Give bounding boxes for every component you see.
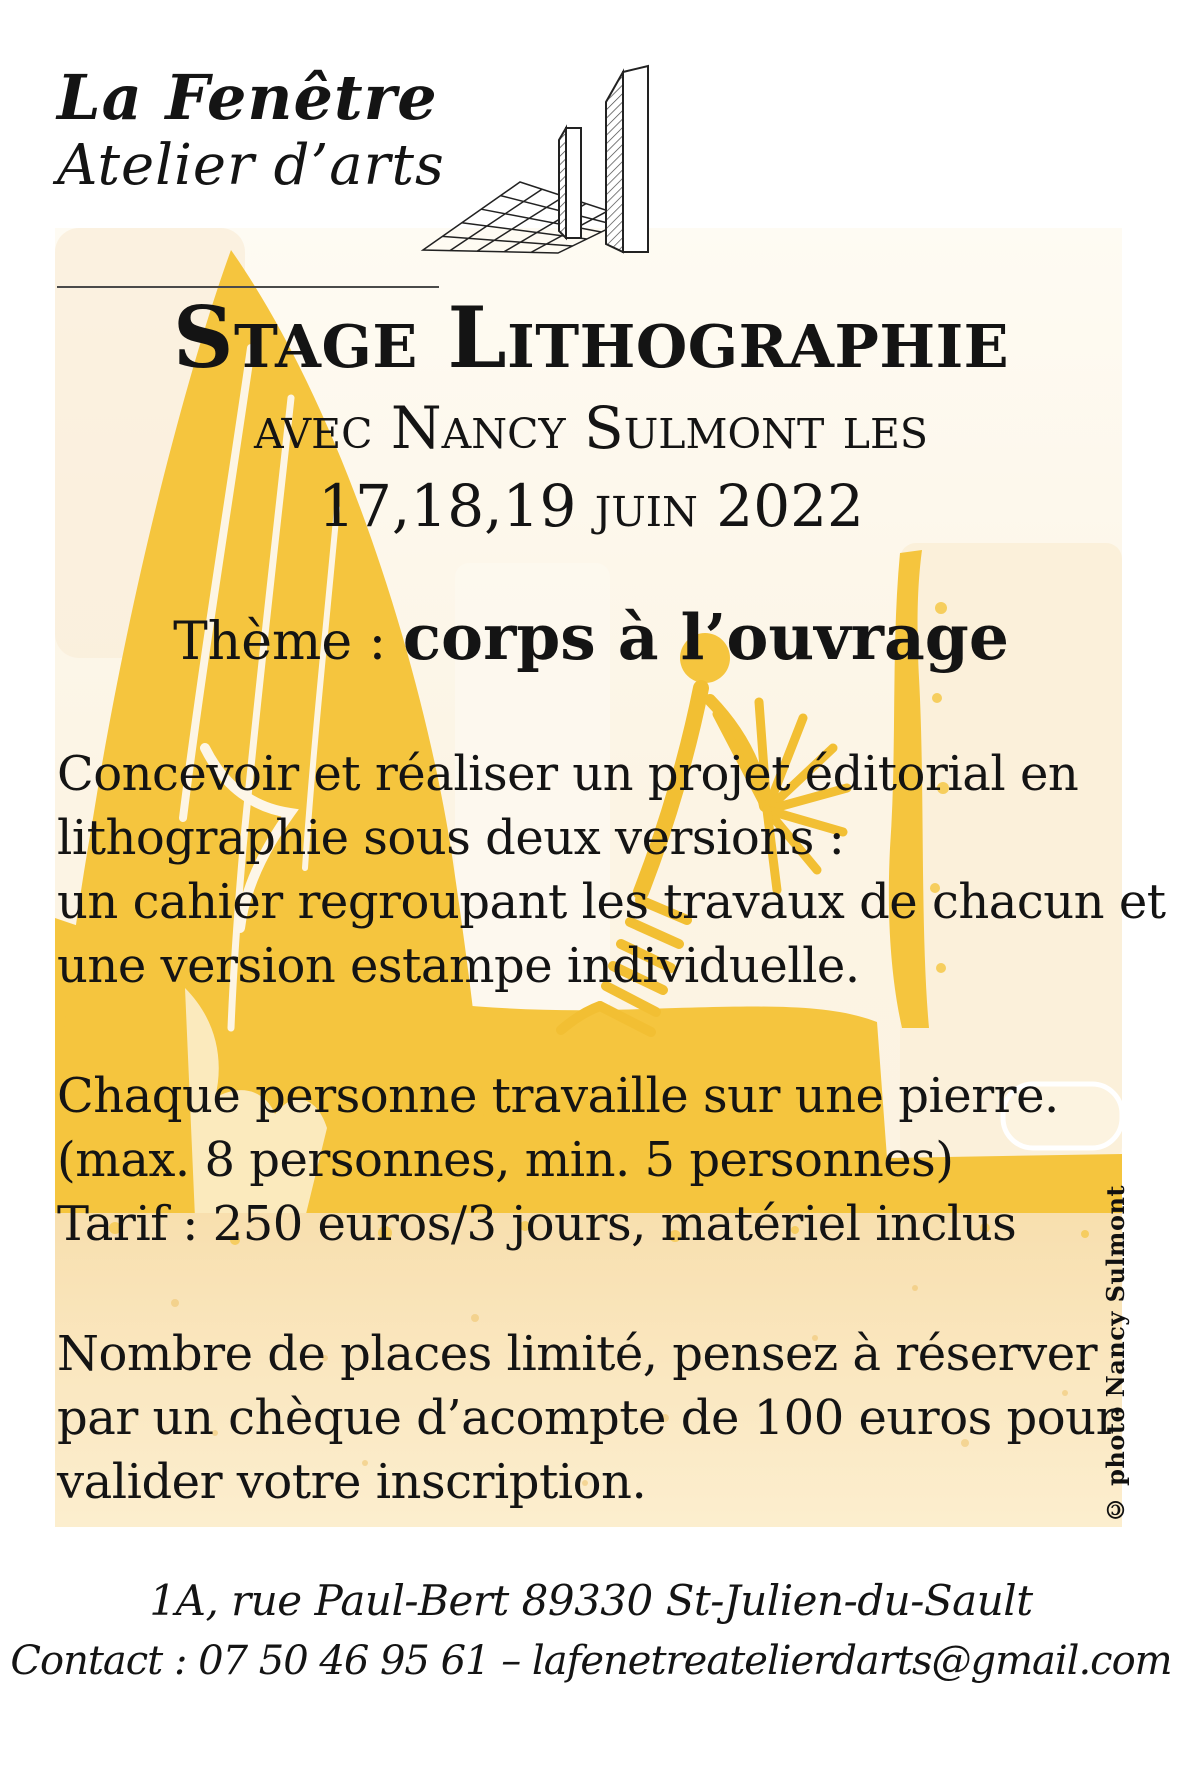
windows-logo-graphic <box>418 60 682 258</box>
theme-line <box>0 600 1182 674</box>
page-title: Stage Lithographie <box>172 288 1010 387</box>
body-text-line: Tarif : 250 euros/3 jours, matériel inclus <box>57 1196 1017 1252</box>
body-text-line: Chaque personne travaille sur une pierre. <box>57 1068 1059 1124</box>
body-text-line: (max. 8 personnes, min. 5 personnes) <box>57 1132 954 1188</box>
slabs <box>559 66 648 252</box>
photo-credit: © photo Nancy Sulmont <box>1101 1184 1130 1524</box>
body-text-line: Nombre de places limité, pensez à réserver <box>57 1326 1098 1382</box>
logo <box>57 61 445 199</box>
body-text-line: Concevoir et réaliser un projet éditorial en <box>57 746 1079 802</box>
body-text-line: par un chèque d’acompte de 100 euros pour <box>57 1390 1119 1446</box>
floor-grid <box>423 182 630 253</box>
body-text <box>57 742 1166 1514</box>
body-text-line: valider votre inscription. <box>57 1454 647 1510</box>
workshop-dates: 17,18,19 juin 2022 <box>318 472 864 540</box>
page-subtitle: avec Nancy Sulmont les <box>253 394 929 462</box>
theme-label: Thème : <box>173 612 403 672</box>
paragraph-booking <box>57 1322 1127 1514</box>
paragraph-conditions <box>57 1064 1127 1256</box>
logo-subtitle: Atelier d’arts <box>57 133 445 199</box>
body-text-line: lithographie sous deux versions : <box>57 810 845 866</box>
theme-value: corps à l’ouvrage <box>402 600 1009 674</box>
footer-contact: Contact : 07 50 46 95 61 – lafenetreatelierdarts@gmail.com <box>10 1638 1172 1684</box>
footer-address: 1A, rue Paul-Bert 89330 St-Julien-du-Sault <box>149 1576 1033 1625</box>
body-text-line: un cahier regroupant les travaux de chacun et <box>57 874 1166 930</box>
paragraph-project <box>57 742 1166 998</box>
logo-name: La Fenêtre <box>57 61 438 134</box>
body-text-line: une version estampe individuelle. <box>57 938 860 994</box>
